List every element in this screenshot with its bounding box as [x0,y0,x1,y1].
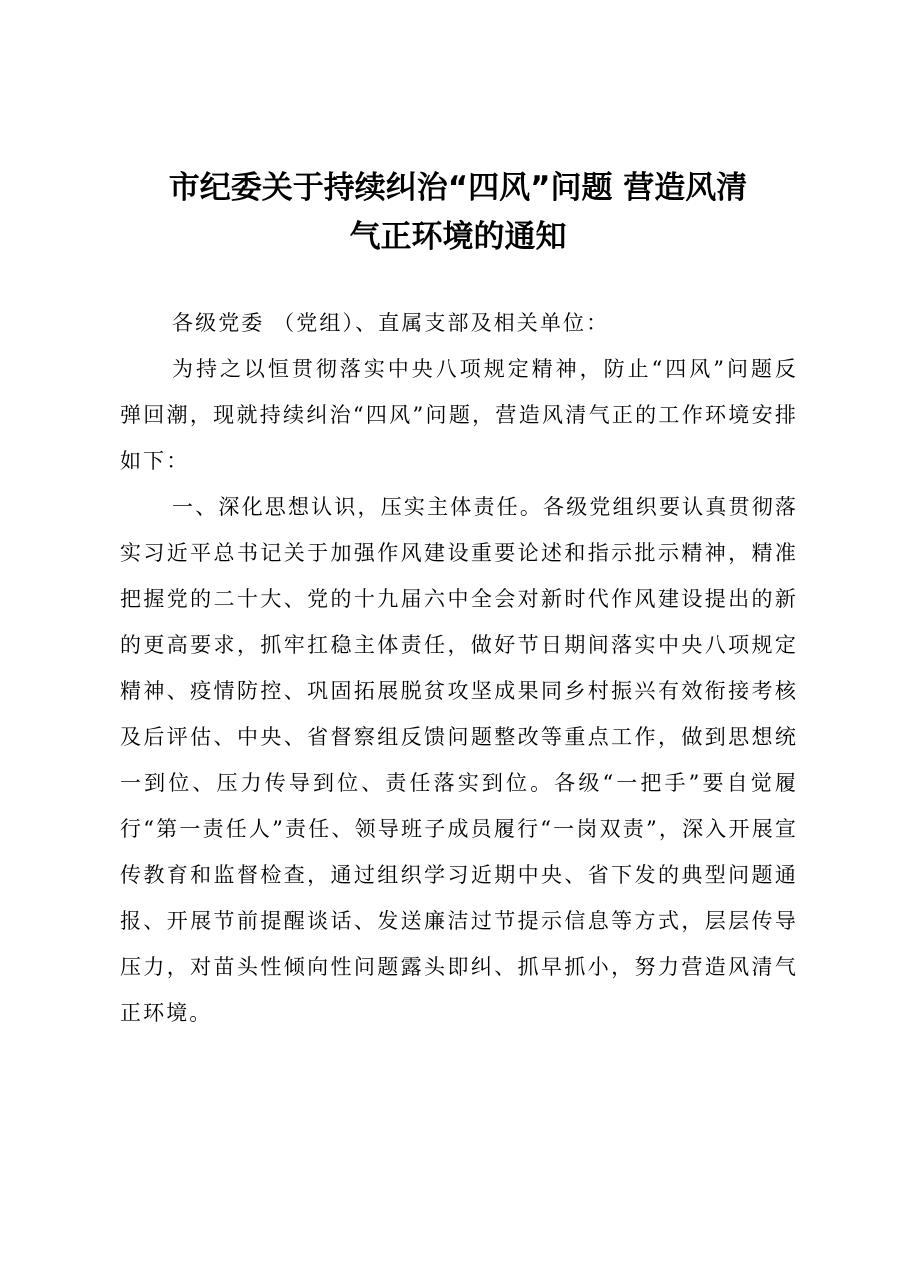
title-line-2: 气正环境的通知 [349,219,567,255]
paragraph-intro: 为持之以恒贯彻落实中央八项规定精神，防止“四风”问题反弹回潮，现就持续纠治“四风”问题，营造风清气正的工作环境安排如下： [120,357,798,473]
title-line-1: 市纪委关于持续纠治“四风”问题 营造风清 [168,170,748,206]
document-body [120,300,798,1036]
salutation: 各级党委 （党组）、直属支部及相关单位： [172,311,610,335]
paragraph-section-1: 一、深化思想认识，压实主体责任。各级党组织要认真贯彻落实习近平总书记关于加强作风建设重要论述和指示批示精神，精准把握党的二十大、党的十九届六中全会对新时代作风建设提出的新的更高要求，抓牢扛稳主体责任，做好节日期间落实中央八项规定精神、疫情防控、巩固拓展脱贫攻坚成果同乡村振兴有效衔接考核及后评估、中央、省督察组反馈问题整改等重点工作，做到思想统一到位、压力传导到位、责任落实到位。各级“一把手”要自觉履行“第一责任人”责任、领导班子成员履行“一岗双责”，深入开展宣传教育和监督检查，通过组织学习近期中央、省下发的典型问题通报、开展节前提醒谈话、发送廉洁过节提示信息等方式，层层传导压力，对苗头性倾向性问题露头即纠、抓早抓小，努力营造风清气正环境。 [120,495,798,1025]
document-title [118,164,798,262]
